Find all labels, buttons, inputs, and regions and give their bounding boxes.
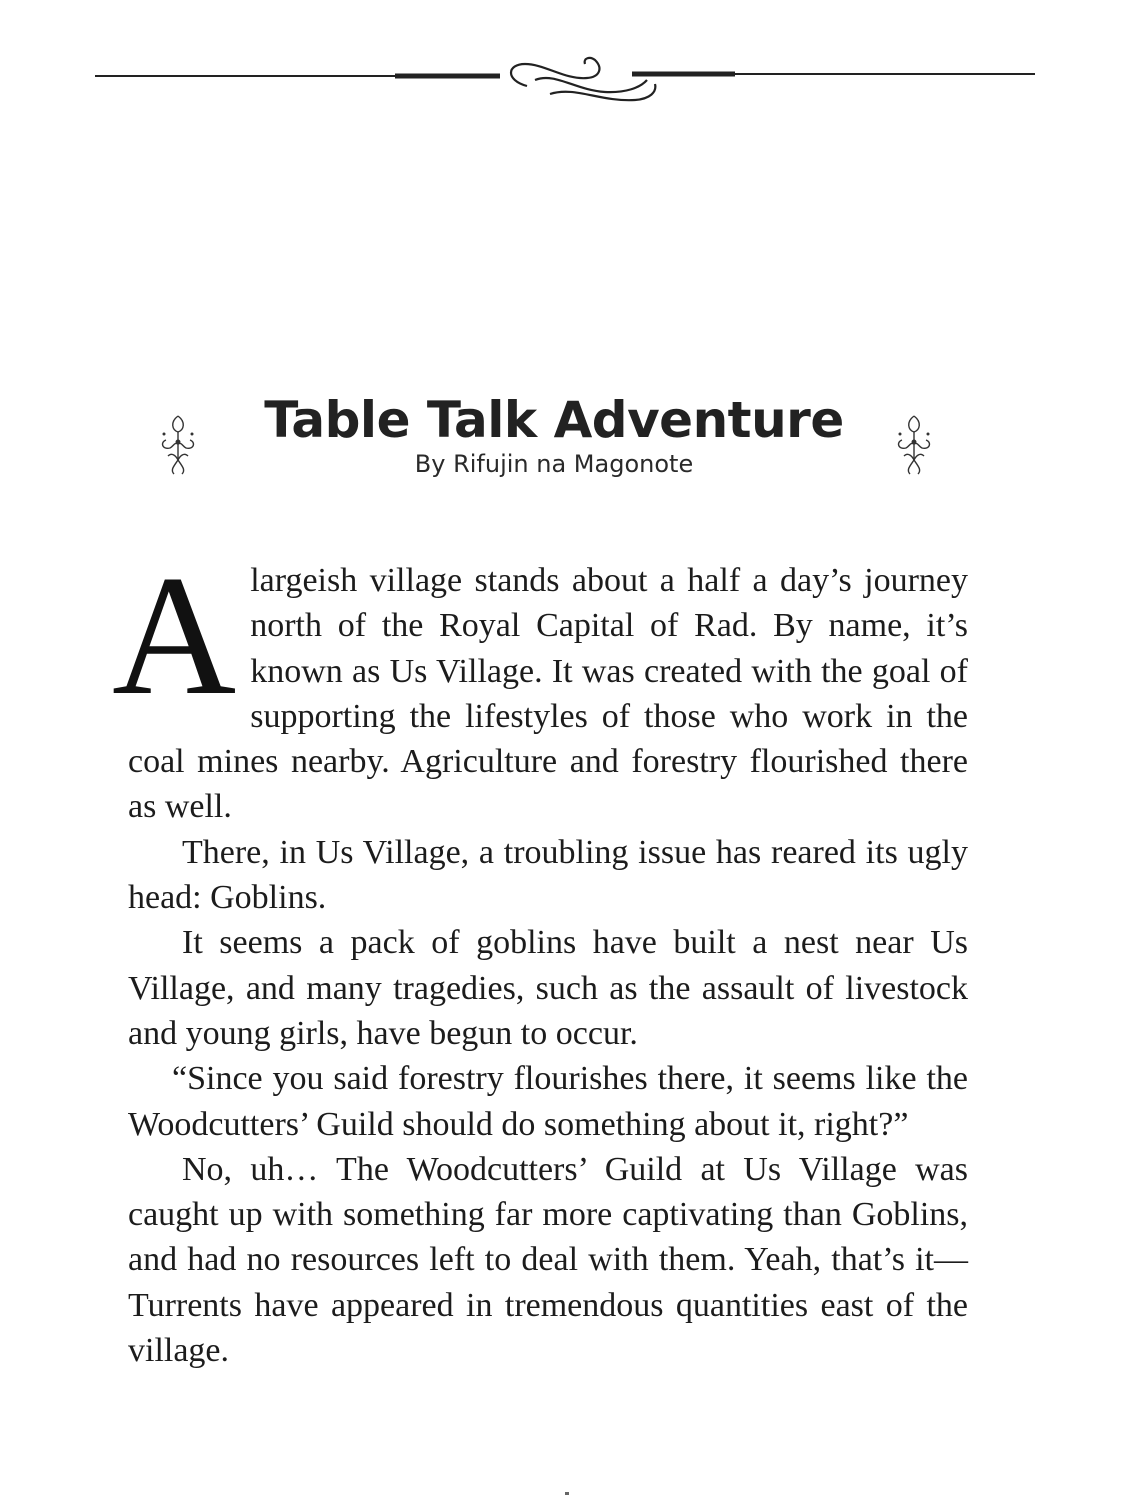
title-block [0, 388, 1123, 480]
paragraph: It seems a pack of goblins have built a nest near Us Village, and many tragedies, such as the assault of livestock and young girls, have begun to occur. [128, 924, 968, 1052]
paragraph: No, uh… The Woodcutters’ Guild at Us Village was caught up with something far more captivating than Goblins, and had no resources left to deal with them. Yeah, that’s it—Turrents have appeared in tremendous quantities east of the village. [128, 1150, 968, 1370]
paragraph: “Since you said forestry flourishes there, it seems like the Woodcutters’ Guild should do something about it, right?” [128, 1060, 968, 1143]
chapter-title: Table Talk Adventure [264, 391, 844, 449]
page-mark [565, 1492, 569, 1495]
paragraph [112, 541, 968, 830]
story-body [112, 541, 968, 1373]
scroll-divider-icon [95, 50, 1035, 110]
paragraph-text: largeish village stands about a half a day’s journey north of the Royal Capital of Rad. By name, it’s known as Us Village. It was created with the goal of supporting the lifestyles of those who work in the coal mines nearby. Agriculture and forestry flourished there as well. [128, 562, 968, 826]
paragraph: There, in Us Village, a troubling issue has reared its ugly head: Goblins. [128, 833, 968, 917]
author-byline: By Rifujin na Magonote [414, 450, 694, 478]
drop-cap: A [112, 541, 237, 731]
